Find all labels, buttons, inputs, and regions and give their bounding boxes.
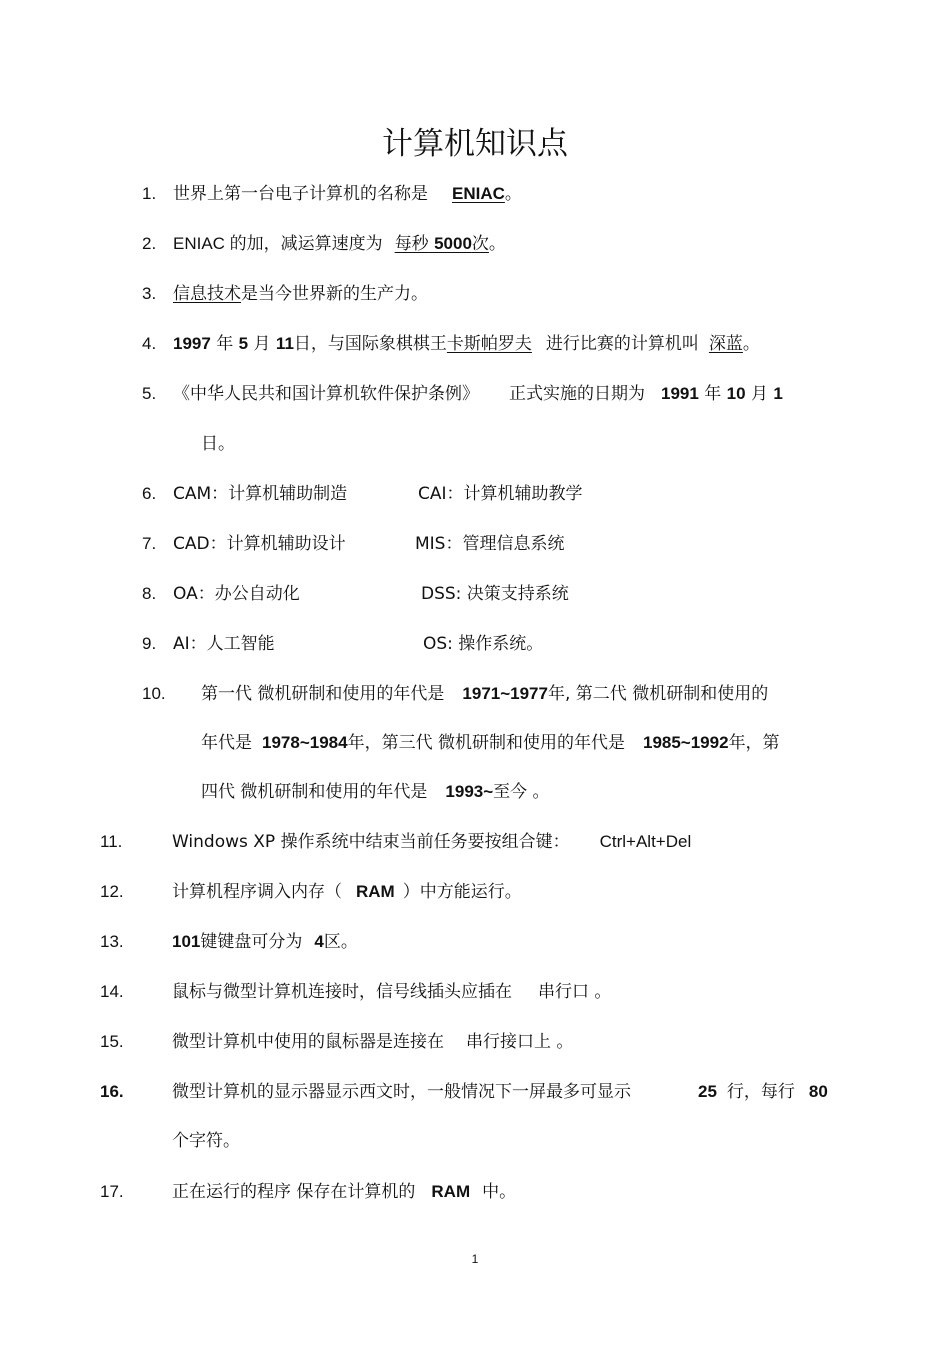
date-month: 5 bbox=[238, 334, 249, 353]
abbr-left: AI：人工智能 bbox=[173, 634, 275, 654]
item-number: 4. bbox=[142, 334, 157, 353]
item-text: 微型计算机的显示器显示西文时，一般情况下一屏最多可显示 bbox=[172, 1082, 631, 1102]
item-number: 9. bbox=[142, 634, 157, 653]
answer-text: 信息技术 bbox=[173, 284, 241, 304]
item-text: 四代 微机研制和使用的年代是 bbox=[201, 782, 428, 802]
item-text: 正式实施的日期为 bbox=[509, 384, 645, 404]
item-text: ）中方能运行。 bbox=[402, 882, 522, 902]
item-text: 年 bbox=[216, 334, 234, 354]
list-item bbox=[172, 829, 691, 855]
item-text: 日，与国际象棋棋王 bbox=[293, 334, 447, 354]
item-number: 7. bbox=[142, 534, 157, 553]
list-item bbox=[172, 879, 522, 905]
abbr-left: CAM：计算机辅助制造 bbox=[173, 484, 348, 504]
item-text: 第一代 微机研制和使用的年代是 bbox=[201, 684, 445, 704]
list-item bbox=[201, 681, 768, 707]
list-item-tail bbox=[698, 1079, 828, 1105]
year-range: 1985~1992 bbox=[642, 733, 729, 752]
item-text: 鼠标与微型计算机连接时，信号线插头应插在 bbox=[172, 982, 512, 1002]
list-item bbox=[172, 979, 611, 1005]
item-text: 年, 第二代 微机研制和使用的 bbox=[547, 684, 769, 704]
year-range: 1978~1984 bbox=[262, 733, 348, 752]
list-item bbox=[173, 381, 783, 407]
list-item bbox=[172, 929, 358, 955]
item-text: 。 bbox=[504, 184, 522, 204]
item-text: 世界上第一台电子计算机的名称是 bbox=[173, 184, 428, 204]
item-text: 。 bbox=[488, 234, 506, 254]
abbr-left: CAD：计算机辅助设计 bbox=[173, 534, 346, 554]
list-item bbox=[173, 231, 506, 257]
item-number: 12. bbox=[100, 882, 124, 901]
item-text: 正在运行的程序 保存在计算机的 bbox=[172, 1182, 416, 1202]
item-text: 行，每行 bbox=[726, 1082, 795, 1102]
item-text: 进行比赛的计算机叫 bbox=[545, 334, 699, 354]
item-number: 1. bbox=[142, 184, 157, 203]
item-number: 3. bbox=[142, 284, 157, 303]
date-year: 1997 bbox=[173, 334, 211, 353]
answer-text: RAM bbox=[356, 882, 395, 901]
list-item bbox=[172, 1079, 631, 1105]
item-text: ENIAC 的加，减运算速度为 bbox=[173, 234, 383, 253]
answer-text: 次 bbox=[471, 234, 489, 254]
answer-number: 5000 bbox=[434, 234, 472, 253]
key-count: 101 bbox=[172, 932, 201, 951]
item-number: 6. bbox=[142, 484, 157, 503]
list-item bbox=[172, 1029, 573, 1055]
answer-text: 深蓝 bbox=[708, 334, 743, 354]
item-number: 11. bbox=[100, 832, 123, 851]
item-text: 《中华人民共和国计算机软件保护条例》 bbox=[173, 384, 479, 404]
item-text: 中。 bbox=[482, 1182, 517, 1202]
item-continuation bbox=[201, 779, 550, 805]
abbr-right: CAI：计算机辅助教学 bbox=[418, 484, 583, 504]
row-count: 25 bbox=[698, 1082, 717, 1101]
abbr-right: DSS: 决策支持系统 bbox=[421, 584, 569, 604]
list-item bbox=[172, 1179, 516, 1205]
item-text: 至今 。 bbox=[493, 782, 550, 802]
date-day: 1 bbox=[773, 384, 783, 403]
char-count: 80 bbox=[808, 1082, 828, 1101]
answer-text: 每秒 bbox=[394, 234, 429, 254]
page-number: 1 bbox=[471, 1252, 479, 1266]
item-continuation: 个字符。 bbox=[172, 1131, 240, 1151]
item-text: 年，第三代 微机研制和使用的年代是 bbox=[347, 733, 625, 753]
item-text: 键键盘可分为 bbox=[200, 932, 303, 952]
year-range: 1993~ bbox=[445, 782, 494, 801]
item-text: 月 bbox=[253, 334, 271, 354]
abbr-right: OS: 操作系统。 bbox=[423, 634, 544, 654]
item-text: 区。 bbox=[323, 932, 358, 952]
answer-text: 串行口 。 bbox=[538, 982, 612, 1002]
item-text: 计算机程序调入内存（ bbox=[172, 882, 342, 902]
item-text: 是当今世界新的生产力。 bbox=[241, 284, 428, 304]
key-combo: Ctrl+Alt+Del bbox=[599, 832, 692, 851]
item-text: 微型计算机中使用的鼠标器是连接在 bbox=[172, 1032, 444, 1052]
item-number: 8. bbox=[142, 584, 157, 603]
item-text: Windows XP 操作系统中结束当前任务要按组合键： bbox=[172, 832, 570, 852]
item-continuation bbox=[201, 730, 780, 756]
item-text: 年代是 bbox=[201, 733, 252, 753]
abbr-left: OA：办公自动化 bbox=[173, 584, 300, 604]
item-number: 17. bbox=[100, 1182, 124, 1201]
answer-text: ENIAC bbox=[452, 184, 505, 203]
list-item bbox=[173, 331, 760, 357]
item-number: 15. bbox=[100, 1032, 124, 1051]
item-number: 13. bbox=[100, 932, 124, 951]
date-month: 10 bbox=[726, 384, 746, 403]
year-range: 1971~1977 bbox=[462, 684, 548, 703]
abbr-right: MIS：管理信息系统 bbox=[415, 534, 565, 554]
page-title: 计算机知识点 bbox=[382, 126, 568, 162]
item-number: 16. bbox=[100, 1082, 124, 1101]
item-number: 5. bbox=[142, 384, 157, 403]
zone-count: 4 bbox=[314, 932, 324, 951]
item-text: 年，第 bbox=[728, 733, 780, 753]
item-number: 14. bbox=[100, 982, 124, 1001]
item-text: 。 bbox=[742, 334, 760, 354]
item-text: 年 bbox=[704, 384, 722, 404]
item-number: 10. bbox=[142, 684, 166, 703]
item-number: 2. bbox=[142, 234, 157, 253]
date-year: 1991 bbox=[661, 384, 699, 403]
item-text: 月 bbox=[750, 384, 768, 404]
list-item bbox=[173, 281, 428, 307]
answer-text: 串行接口上 。 bbox=[466, 1032, 574, 1052]
answer-text: 卡斯帕罗夫 bbox=[446, 334, 532, 354]
answer-text: RAM bbox=[431, 1182, 471, 1201]
date-day: 11 bbox=[275, 334, 294, 353]
list-item bbox=[173, 181, 522, 207]
item-continuation: 日。 bbox=[201, 434, 235, 454]
